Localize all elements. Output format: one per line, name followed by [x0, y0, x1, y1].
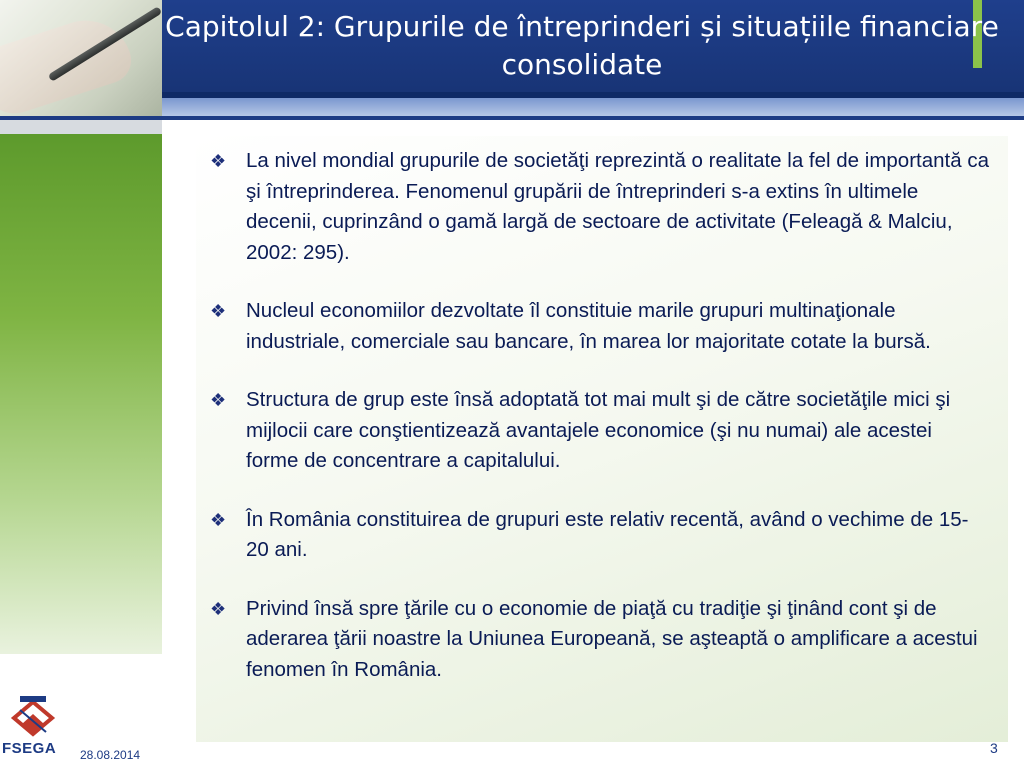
left-sidebar [0, 134, 162, 654]
sidebar-strip-gray [0, 120, 162, 134]
header-divider-thin [162, 116, 1024, 120]
bullet-text: Nucleul economiilor dezvoltate îl constituie marile grupuri multinaţionale industriale, comerciale sau bancare, în marea lor majoritate cotate la bursă. [246, 299, 931, 353]
bullet-list [210, 146, 990, 713]
diamond-bullet-icon: ❖ [210, 598, 227, 619]
list-item [210, 146, 990, 268]
header-photo-pen [0, 0, 162, 120]
list-item [210, 505, 990, 566]
content-panel [196, 136, 1008, 742]
bullet-text: Privind însă spre ţările cu o economie de piaţă cu tradiţie şi ţinând cont şi de aderarea ţării noastre la Uniunea Europeană, se aşteaptă o amplificare a acestui fenomen în România. [246, 596, 978, 681]
header-divider-light [162, 98, 1024, 116]
slide-title: Capitolul 2: Grupurile de întreprinderi și situațiile financiare consolidate [165, 10, 999, 81]
logo-text: FSEGA [2, 740, 57, 757]
bullet-text: În România constituirea de grupuri este relativ recentă, având o vechime de 15-20 ani. [246, 507, 969, 561]
list-item [210, 385, 990, 477]
diamond-bullet-icon: ❖ [210, 301, 227, 321]
diamond-bullet-icon: ❖ [210, 151, 227, 171]
diamond-bullet-icon: ❖ [210, 509, 227, 530]
bullet-text: La nivel mondial grupurile de societăţi reprezintă o realitate la fel de importantă ca şi întreprinderea. Fenomenul grupării de întreprinderi s-a extins în ultimele decenii, cuprinzând o gamă largă de sectoare de activitate (Feleagă & Malciu, 2002: 295). [246, 149, 989, 264]
list-item [210, 296, 990, 357]
list-item [210, 594, 990, 686]
page-number: 3 [990, 740, 998, 756]
diamond-bullet-icon: ❖ [210, 390, 227, 410]
slide-date: 28.08.2014 [80, 748, 141, 762]
bullet-text: Structura de grup este însă adoptată tot mai mult şi de către societăţile mici şi mijlocii care conştientizează avantajele economice (şi nu numai) ale acestei forme de concentrare a capitalului. [246, 388, 951, 472]
